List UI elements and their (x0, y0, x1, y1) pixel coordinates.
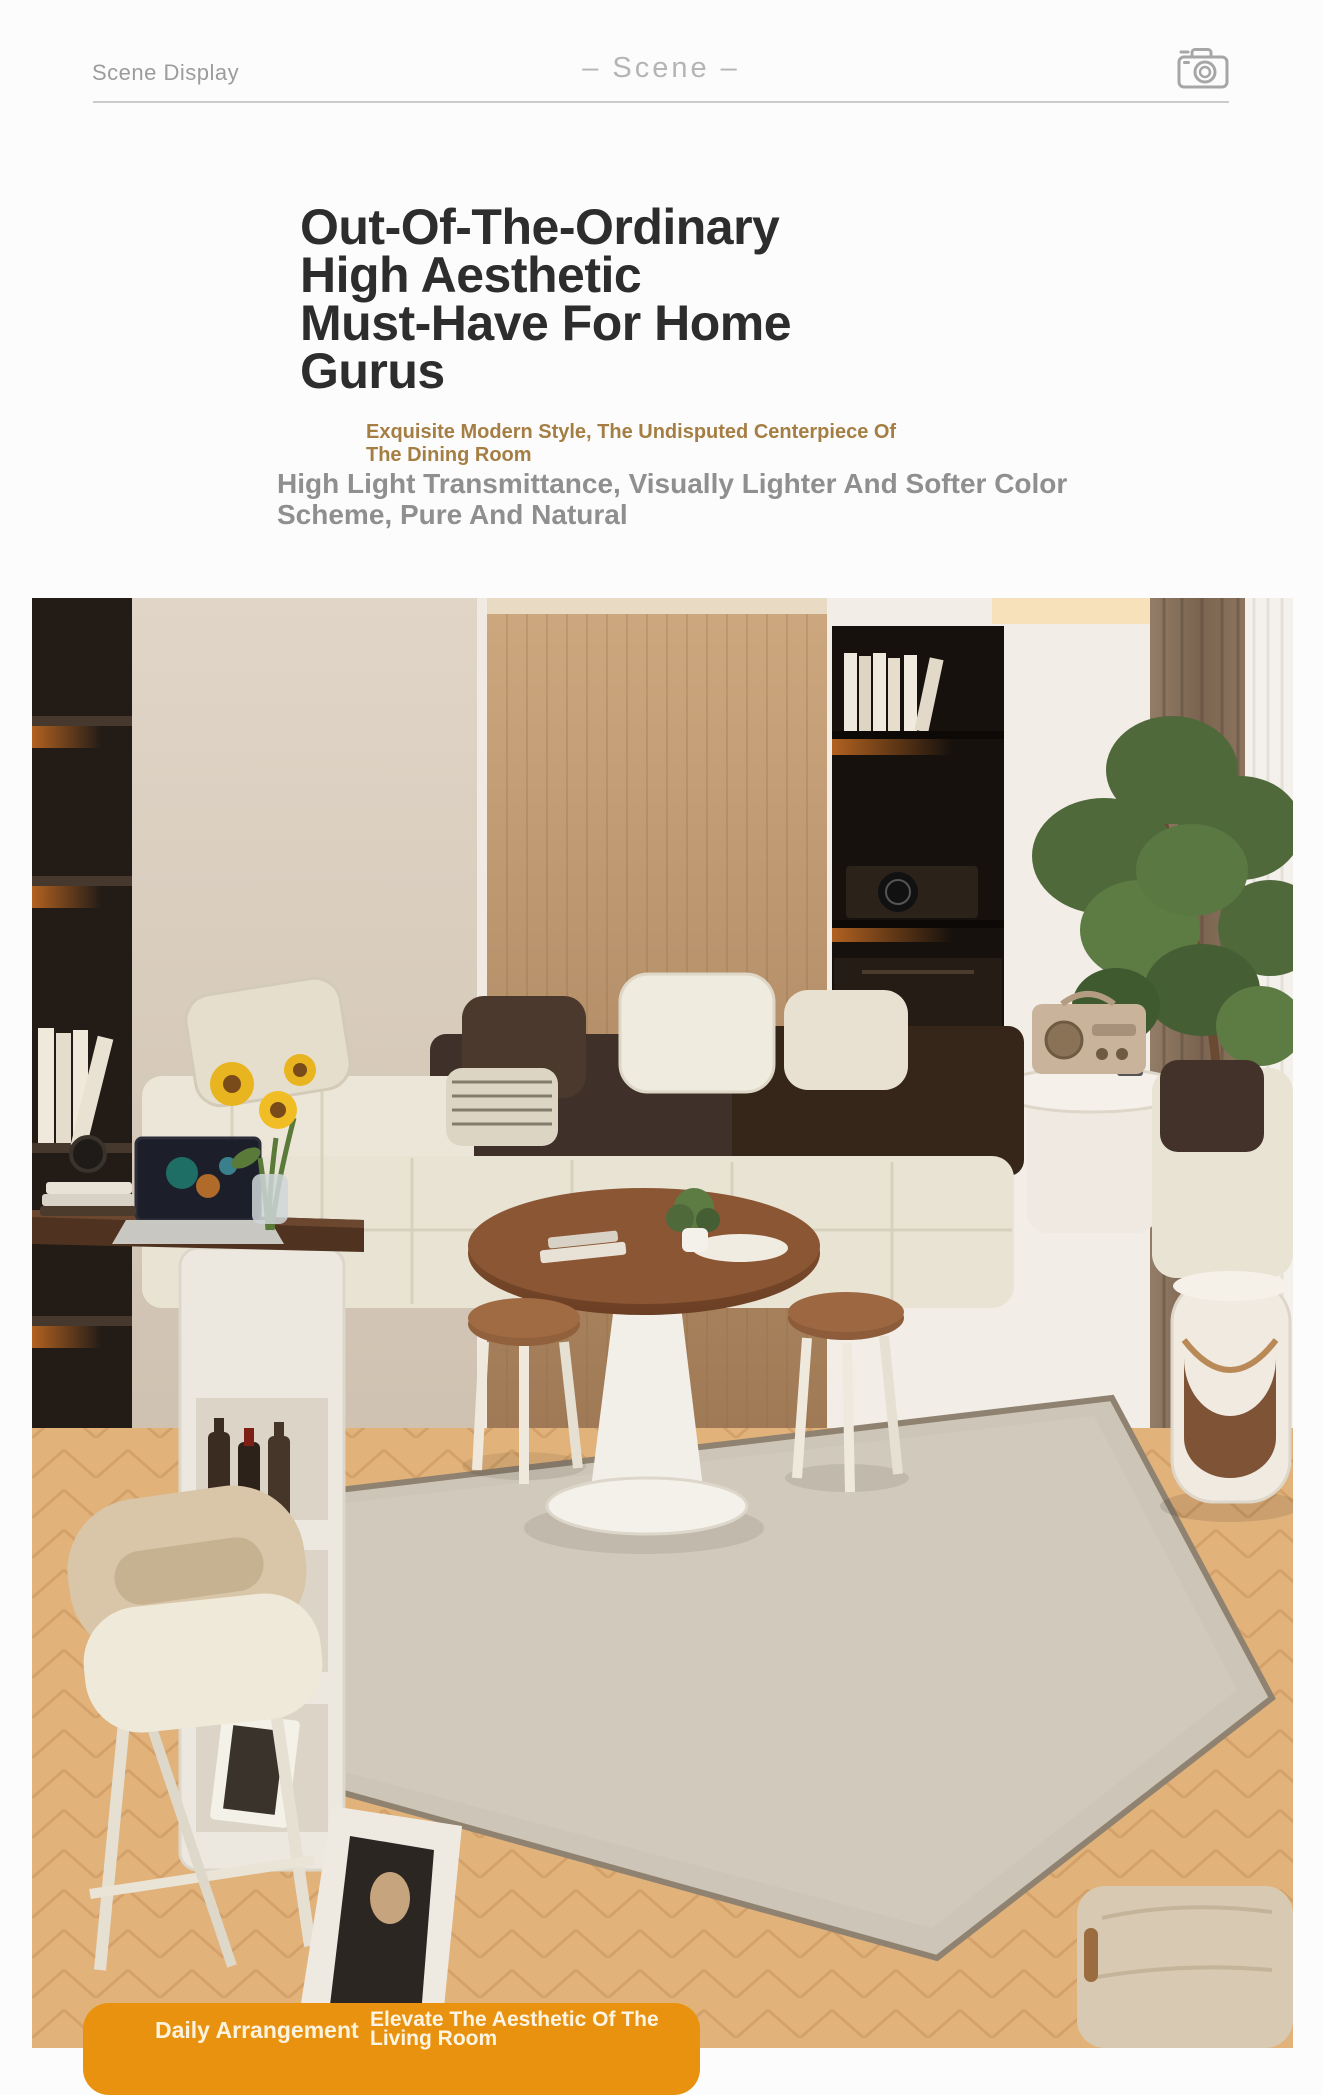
storage-side-table (1160, 1271, 1293, 1522)
description (277, 468, 1067, 530)
title-line: Gurus (300, 343, 445, 399)
title-line: Must-Have For Home (300, 295, 792, 351)
title-line: High Aesthetic (300, 247, 642, 303)
description-line: High Light Transmittance, Visually Lighter And Softer Color (277, 468, 1068, 499)
ottoman (1077, 1886, 1293, 2048)
page-title (300, 199, 792, 399)
stool-left (462, 1298, 586, 1484)
badge-text-line: Living Room (370, 2027, 498, 2050)
turntable (846, 866, 978, 918)
scene-photo (32, 598, 1293, 2048)
camera-icon[interactable] (1176, 48, 1230, 90)
flower (259, 1091, 297, 1129)
subtitle-line: Exquisite Modern Style, The Undisputed Centerpiece Of (366, 421, 897, 443)
subtitle (366, 421, 896, 467)
header-left-label: Scene Display (92, 60, 240, 85)
badge-text (370, 2010, 659, 2048)
badge-label: Daily Arrangement (155, 2017, 359, 2043)
subtitle-line: The Dining Room (366, 444, 532, 466)
sofa-right-module (1152, 1060, 1293, 1278)
header-center-title: – Scene – (582, 52, 740, 84)
flower (284, 1054, 316, 1086)
badge-text-line: Elevate The Aesthetic Of The (370, 2008, 659, 2031)
header-divider (93, 101, 1229, 103)
title-line: Out-Of-The-Ordinary (300, 199, 780, 255)
description-line: Scheme, Pure And Natural (277, 499, 628, 530)
scene-badge (83, 2003, 700, 2095)
flower (210, 1062, 254, 1106)
vintage-radio (1032, 994, 1146, 1074)
